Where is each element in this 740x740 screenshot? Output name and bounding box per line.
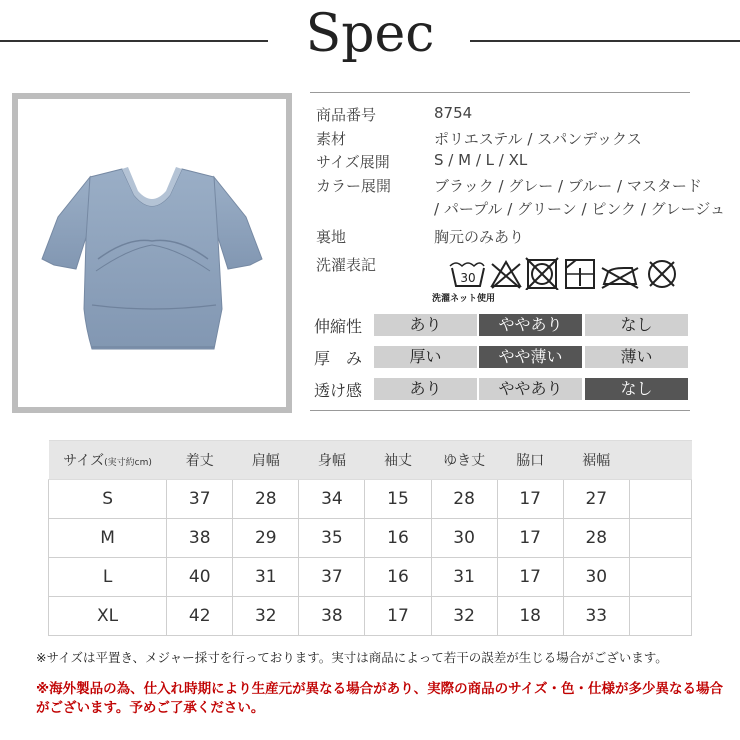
rating-option: ややあり (479, 378, 582, 400)
spec-value-colors: ブラック / グレー / ブルー / マスタード (434, 177, 702, 195)
column-header: 袖丈 (365, 441, 431, 480)
value-cell: 15 (365, 480, 431, 519)
value-cell: 17 (497, 519, 563, 558)
value-cell: 30 (431, 519, 497, 558)
rating-option: なし (585, 314, 688, 336)
value-cell: 34 (299, 480, 365, 519)
wash-temp-label: 30 (460, 271, 476, 285)
spec-value-material: ポリエステル / スパンデックス (434, 130, 642, 148)
value-cell: 32 (431, 597, 497, 636)
no-bleach-icon (492, 262, 520, 288)
spec-label-sizes: サイズ展開 (316, 153, 390, 171)
column-header: ゆき丈 (431, 441, 497, 480)
value-cell: 40 (167, 558, 233, 597)
value-cell: 35 (299, 519, 365, 558)
size-table-header (49, 441, 692, 480)
rating-label: 透け感 (314, 381, 363, 400)
value-cell: 16 (365, 558, 431, 597)
care-icons (448, 256, 688, 290)
spec-label-product-number: 商品番号 (316, 106, 377, 124)
spec-value-lining: 胸元のみあり (434, 228, 525, 246)
value-cell: 38 (167, 519, 233, 558)
size-table (48, 440, 692, 636)
value-cell: 42 (167, 597, 233, 636)
no-dry-clean-icon (649, 261, 675, 287)
rating-option: あり (374, 314, 477, 336)
rating-stretch (310, 314, 690, 336)
rating-thickness (310, 346, 690, 368)
empty-cell (629, 558, 691, 597)
value-cell: 17 (497, 480, 563, 519)
care-note: 洗濯ネット使用 (432, 294, 496, 304)
table-row (49, 519, 692, 558)
value-cell: 37 (299, 558, 365, 597)
value-cell: 38 (299, 597, 365, 636)
page-title: Spec (305, 4, 435, 64)
spec-value-colors-2: / パープル / グリーン / ピンク / グレージュ (434, 200, 726, 218)
spec-label-care: 洗濯表記 (316, 256, 377, 274)
spec-top-rule (310, 92, 690, 93)
line-dry-shade-icon (566, 260, 594, 288)
rating-sheerness (310, 378, 690, 400)
empty-cell (629, 597, 691, 636)
spec-label-colors: カラー展開 (316, 177, 392, 195)
rating-option: あり (374, 378, 477, 400)
rating-option: 薄い (585, 346, 688, 368)
spec-label-lining: 裏地 (316, 228, 347, 246)
rating-label: 伸縮性 (314, 317, 363, 336)
wash-30-icon (450, 263, 484, 286)
value-cell: 37 (167, 480, 233, 519)
measurement-note: ※サイズは平置き、メジャー採寸を行っております。実寸は商品によって若干の誤差が生じる場合がございます。 (36, 650, 668, 665)
no-tumble-dry-icon (526, 258, 558, 290)
column-header: 脇口 (497, 441, 563, 480)
value-cell: 17 (497, 558, 563, 597)
title-area (0, 0, 740, 80)
value-cell: 33 (563, 597, 629, 636)
product-photo-frame (12, 93, 292, 413)
size-cell: S (49, 480, 167, 519)
product-photo (18, 99, 286, 407)
size-cell: XL (49, 597, 167, 636)
crop-top-illustration (18, 99, 286, 407)
rating-option-selected: やや薄い (479, 346, 582, 368)
column-header: 肩幅 (233, 441, 299, 480)
value-cell: 27 (563, 480, 629, 519)
value-cell: 29 (233, 519, 299, 558)
rating-label: 厚 み (314, 349, 363, 368)
column-header-empty (629, 441, 691, 480)
spec-value-product-number: 8754 (434, 104, 473, 122)
column-header: 着丈 (167, 441, 233, 480)
value-cell: 16 (365, 519, 431, 558)
spec-bottom-rule (310, 410, 690, 411)
value-cell: 30 (563, 558, 629, 597)
low-iron-icon (602, 268, 638, 288)
table-row (49, 597, 692, 636)
spec-label-material: 素材 (316, 130, 347, 148)
size-header-sub: (実寸約cm) (104, 458, 152, 468)
value-cell: 17 (365, 597, 431, 636)
value-cell: 28 (431, 480, 497, 519)
size-header-cell (49, 441, 167, 480)
column-header: 裾幅 (563, 441, 629, 480)
value-cell: 28 (233, 480, 299, 519)
rating-option-selected: なし (585, 378, 688, 400)
table-row (49, 558, 692, 597)
size-cell: M (49, 519, 167, 558)
rating-option-selected: ややあり (479, 314, 582, 336)
table-row (49, 480, 692, 519)
column-header: 身幅 (299, 441, 365, 480)
size-cell: L (49, 558, 167, 597)
spec-value-sizes: S / M / L / XL (434, 151, 528, 169)
value-cell: 31 (431, 558, 497, 597)
value-cell: 32 (233, 597, 299, 636)
rating-option: 厚い (374, 346, 477, 368)
value-cell: 28 (563, 519, 629, 558)
size-header-label: サイズ (63, 453, 105, 469)
value-cell: 31 (233, 558, 299, 597)
empty-cell (629, 480, 691, 519)
overseas-product-warning: ※海外製品の為、仕入れ時期により生産元が異なる場合があり、実際の商品のサイズ・色・仕様が多少異なる場合がございます。予めご了承ください。 (36, 681, 724, 716)
empty-cell (629, 519, 691, 558)
value-cell: 18 (497, 597, 563, 636)
